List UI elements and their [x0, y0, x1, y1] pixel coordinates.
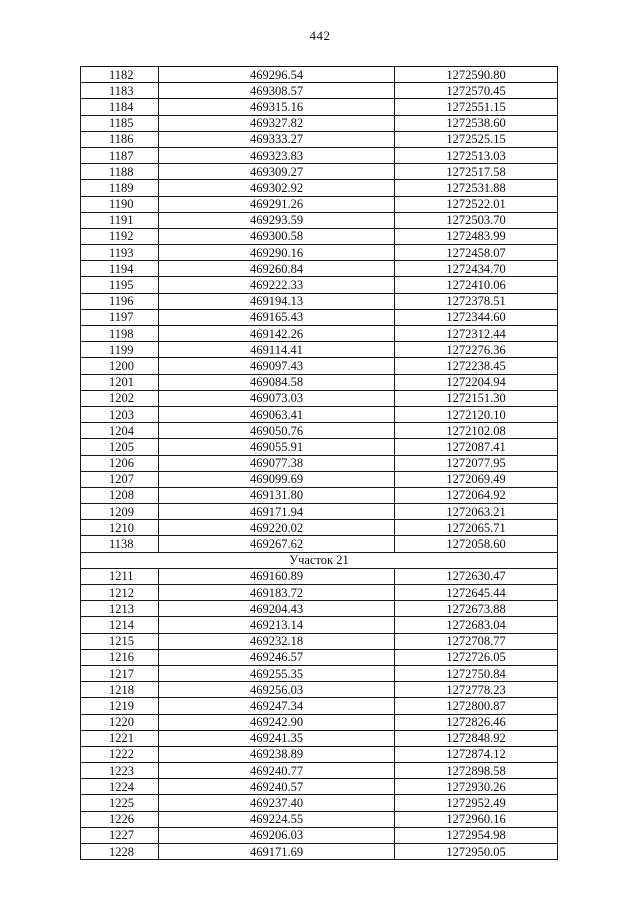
- table-row: [81, 730, 558, 746]
- x-coordinate-cell: 469333.27: [159, 131, 395, 147]
- table-row: [81, 665, 558, 681]
- x-coordinate-cell: 469131.80: [159, 487, 395, 503]
- table-row: [81, 455, 558, 471]
- table-row: [81, 682, 558, 698]
- y-coordinate-cell: 1272551.15: [395, 99, 558, 115]
- x-coordinate-cell: 469050.76: [159, 423, 395, 439]
- table-row: [81, 439, 558, 455]
- y-coordinate-cell: 1272522.01: [395, 196, 558, 212]
- x-coordinate-cell: 469290.16: [159, 245, 395, 261]
- table-row: [81, 164, 558, 180]
- point-number-cell: 1194: [81, 261, 159, 277]
- y-coordinate-cell: 1272069.49: [395, 471, 558, 487]
- point-number-cell: 1217: [81, 665, 159, 681]
- point-number-cell: 1214: [81, 617, 159, 633]
- section-title: Участок 21: [81, 552, 558, 568]
- table-row: [81, 585, 558, 601]
- x-coordinate-cell: 469097.43: [159, 358, 395, 374]
- x-coordinate-cell: 469238.89: [159, 746, 395, 762]
- y-coordinate-cell: 1272525.15: [395, 131, 558, 147]
- y-coordinate-cell: 1272708.77: [395, 633, 558, 649]
- x-coordinate-cell: 469142.26: [159, 326, 395, 342]
- point-number-cell: 1203: [81, 406, 159, 422]
- table-row: [81, 261, 558, 277]
- point-number-cell: 1218: [81, 682, 159, 698]
- table-row: [81, 326, 558, 342]
- point-number-cell: 1211: [81, 568, 159, 584]
- x-coordinate-cell: 469323.83: [159, 147, 395, 163]
- y-coordinate-cell: 1272952.49: [395, 795, 558, 811]
- y-coordinate-cell: 1272645.44: [395, 585, 558, 601]
- table-row: [81, 536, 558, 552]
- table-row: [81, 811, 558, 827]
- y-coordinate-cell: 1272570.45: [395, 83, 558, 99]
- y-coordinate-cell: 1272378.51: [395, 293, 558, 309]
- x-coordinate-cell: 469256.03: [159, 682, 395, 698]
- point-number-cell: 1195: [81, 277, 159, 293]
- y-coordinate-cell: 1272102.08: [395, 423, 558, 439]
- y-coordinate-cell: 1272683.04: [395, 617, 558, 633]
- point-number-cell: 1187: [81, 147, 159, 163]
- table-row: [81, 795, 558, 811]
- x-coordinate-cell: 469267.62: [159, 536, 395, 552]
- table-row: [81, 245, 558, 261]
- table-row: [81, 147, 558, 163]
- y-coordinate-cell: 1272077.95: [395, 455, 558, 471]
- table-row: [81, 277, 558, 293]
- x-coordinate-cell: 469114.41: [159, 342, 395, 358]
- table-row: [81, 746, 558, 762]
- x-coordinate-cell: 469247.34: [159, 698, 395, 714]
- y-coordinate-cell: 1272120.10: [395, 406, 558, 422]
- table-row: [81, 212, 558, 228]
- point-number-cell: 1227: [81, 827, 159, 843]
- point-number-cell: 1221: [81, 730, 159, 746]
- point-number-cell: 1219: [81, 698, 159, 714]
- point-number-cell: 1226: [81, 811, 159, 827]
- point-number-cell: 1193: [81, 245, 159, 261]
- point-number-cell: 1212: [81, 585, 159, 601]
- y-coordinate-cell: 1272312.44: [395, 326, 558, 342]
- x-coordinate-cell: 469194.13: [159, 293, 395, 309]
- x-coordinate-cell: 469055.91: [159, 439, 395, 455]
- table-row: [81, 374, 558, 390]
- section-header-row: [81, 552, 558, 568]
- y-coordinate-cell: 1272517.58: [395, 164, 558, 180]
- table-row: [81, 649, 558, 665]
- y-coordinate-cell: 1272726.05: [395, 649, 558, 665]
- y-coordinate-cell: 1272950.05: [395, 844, 558, 860]
- y-coordinate-cell: 1272410.06: [395, 277, 558, 293]
- x-coordinate-cell: 469255.35: [159, 665, 395, 681]
- x-coordinate-cell: 469165.43: [159, 309, 395, 325]
- table-row: [81, 358, 558, 374]
- table-row: [81, 115, 558, 131]
- table-row: [81, 406, 558, 422]
- point-number-cell: 1220: [81, 714, 159, 730]
- table-row: [81, 520, 558, 536]
- table-row: [81, 698, 558, 714]
- table-row: [81, 601, 558, 617]
- table-row: [81, 633, 558, 649]
- point-number-cell: 1186: [81, 131, 159, 147]
- point-number-cell: 1206: [81, 455, 159, 471]
- point-number-cell: 1200: [81, 358, 159, 374]
- point-number-cell: 1213: [81, 601, 159, 617]
- y-coordinate-cell: 1272778.23: [395, 682, 558, 698]
- x-coordinate-cell: 469246.57: [159, 649, 395, 665]
- point-number-cell: 1204: [81, 423, 159, 439]
- x-coordinate-cell: 469302.92: [159, 180, 395, 196]
- table-row: [81, 293, 558, 309]
- y-coordinate-cell: 1272630.47: [395, 568, 558, 584]
- table-row: [81, 196, 558, 212]
- y-coordinate-cell: 1272064.92: [395, 487, 558, 503]
- point-number-cell: 1208: [81, 487, 159, 503]
- point-number-cell: 1188: [81, 164, 159, 180]
- y-coordinate-cell: 1272590.80: [395, 67, 558, 83]
- point-number-cell: 1185: [81, 115, 159, 131]
- x-coordinate-cell: 469160.89: [159, 568, 395, 584]
- table-row: [81, 714, 558, 730]
- y-coordinate-cell: 1272063.21: [395, 504, 558, 520]
- x-coordinate-cell: 469222.33: [159, 277, 395, 293]
- y-coordinate-cell: 1272276.36: [395, 342, 558, 358]
- table-row: [81, 390, 558, 406]
- y-coordinate-cell: 1272898.58: [395, 763, 558, 779]
- x-coordinate-cell: 469309.27: [159, 164, 395, 180]
- x-coordinate-cell: 469220.02: [159, 520, 395, 536]
- point-number-cell: 1209: [81, 504, 159, 520]
- point-number-cell: 1205: [81, 439, 159, 455]
- point-number-cell: 1190: [81, 196, 159, 212]
- y-coordinate-cell: 1272874.12: [395, 746, 558, 762]
- y-coordinate-cell: 1272960.16: [395, 811, 558, 827]
- y-coordinate-cell: 1272954.98: [395, 827, 558, 843]
- y-coordinate-cell: 1272065.71: [395, 520, 558, 536]
- x-coordinate-cell: 469237.40: [159, 795, 395, 811]
- table-row: [81, 471, 558, 487]
- y-coordinate-cell: 1272458.07: [395, 245, 558, 261]
- point-number-cell: 1191: [81, 212, 159, 228]
- y-coordinate-cell: 1272204.94: [395, 374, 558, 390]
- x-coordinate-cell: 469293.59: [159, 212, 395, 228]
- x-coordinate-cell: 469315.16: [159, 99, 395, 115]
- coordinates-table-body: [81, 67, 558, 860]
- x-coordinate-cell: 469099.69: [159, 471, 395, 487]
- y-coordinate-cell: 1272058.60: [395, 536, 558, 552]
- x-coordinate-cell: 469171.94: [159, 504, 395, 520]
- y-coordinate-cell: 1272800.87: [395, 698, 558, 714]
- table-row: [81, 504, 558, 520]
- point-number-cell: 1182: [81, 67, 159, 83]
- y-coordinate-cell: 1272538.60: [395, 115, 558, 131]
- x-coordinate-cell: 469240.77: [159, 763, 395, 779]
- x-coordinate-cell: 469260.84: [159, 261, 395, 277]
- x-coordinate-cell: 469240.57: [159, 779, 395, 795]
- table-row: [81, 83, 558, 99]
- x-coordinate-cell: 469300.58: [159, 228, 395, 244]
- x-coordinate-cell: 469063.41: [159, 406, 395, 422]
- y-coordinate-cell: 1272151.30: [395, 390, 558, 406]
- x-coordinate-cell: 469241.35: [159, 730, 395, 746]
- point-number-cell: 1210: [81, 520, 159, 536]
- y-coordinate-cell: 1272750.84: [395, 665, 558, 681]
- point-number-cell: 1222: [81, 746, 159, 762]
- table-row: [81, 342, 558, 358]
- point-number-cell: 1201: [81, 374, 159, 390]
- table-row: [81, 180, 558, 196]
- x-coordinate-cell: 469073.03: [159, 390, 395, 406]
- y-coordinate-cell: 1272238.45: [395, 358, 558, 374]
- x-coordinate-cell: 469232.18: [159, 633, 395, 649]
- page-number: 442: [309, 28, 331, 43]
- y-coordinate-cell: 1272930.26: [395, 779, 558, 795]
- point-number-cell: 1216: [81, 649, 159, 665]
- point-number-cell: 1224: [81, 779, 159, 795]
- x-coordinate-cell: 469084.58: [159, 374, 395, 390]
- table-row: [81, 779, 558, 795]
- y-coordinate-cell: 1272848.92: [395, 730, 558, 746]
- x-coordinate-cell: 469327.82: [159, 115, 395, 131]
- coordinates-table: [80, 66, 558, 860]
- point-number-cell: 1207: [81, 471, 159, 487]
- point-number-cell: 1138: [81, 536, 159, 552]
- x-coordinate-cell: 469308.57: [159, 83, 395, 99]
- y-coordinate-cell: 1272087.41: [395, 439, 558, 455]
- point-number-cell: 1202: [81, 390, 159, 406]
- point-number-cell: 1223: [81, 763, 159, 779]
- x-coordinate-cell: 469077.38: [159, 455, 395, 471]
- table-row: [81, 131, 558, 147]
- y-coordinate-cell: 1272673.88: [395, 601, 558, 617]
- point-number-cell: 1196: [81, 293, 159, 309]
- point-number-cell: 1183: [81, 83, 159, 99]
- point-number-cell: 1228: [81, 844, 159, 860]
- y-coordinate-cell: 1272503.70: [395, 212, 558, 228]
- table-row: [81, 568, 558, 584]
- point-number-cell: 1225: [81, 795, 159, 811]
- y-coordinate-cell: 1272434.70: [395, 261, 558, 277]
- table-row: [81, 617, 558, 633]
- point-number-cell: 1189: [81, 180, 159, 196]
- table-row: [81, 67, 558, 83]
- x-coordinate-cell: 469213.14: [159, 617, 395, 633]
- y-coordinate-cell: 1272531.88: [395, 180, 558, 196]
- point-number-cell: 1197: [81, 309, 159, 325]
- table-row: [81, 487, 558, 503]
- table-row: [81, 423, 558, 439]
- point-number-cell: 1199: [81, 342, 159, 358]
- y-coordinate-cell: 1272513.03: [395, 147, 558, 163]
- point-number-cell: 1215: [81, 633, 159, 649]
- table-row: [81, 228, 558, 244]
- x-coordinate-cell: 469206.03: [159, 827, 395, 843]
- x-coordinate-cell: 469171.69: [159, 844, 395, 860]
- x-coordinate-cell: 469291.26: [159, 196, 395, 212]
- table-row: [81, 309, 558, 325]
- y-coordinate-cell: 1272483.99: [395, 228, 558, 244]
- point-number-cell: 1184: [81, 99, 159, 115]
- table-row: [81, 763, 558, 779]
- table-row: [81, 844, 558, 860]
- x-coordinate-cell: 469296.54: [159, 67, 395, 83]
- x-coordinate-cell: 469183.72: [159, 585, 395, 601]
- x-coordinate-cell: 469204.43: [159, 601, 395, 617]
- table-row: [81, 99, 558, 115]
- y-coordinate-cell: 1272826.46: [395, 714, 558, 730]
- y-coordinate-cell: 1272344.60: [395, 309, 558, 325]
- point-number-cell: 1192: [81, 228, 159, 244]
- x-coordinate-cell: 469224.55: [159, 811, 395, 827]
- table-row: [81, 827, 558, 843]
- x-coordinate-cell: 469242.90: [159, 714, 395, 730]
- point-number-cell: 1198: [81, 326, 159, 342]
